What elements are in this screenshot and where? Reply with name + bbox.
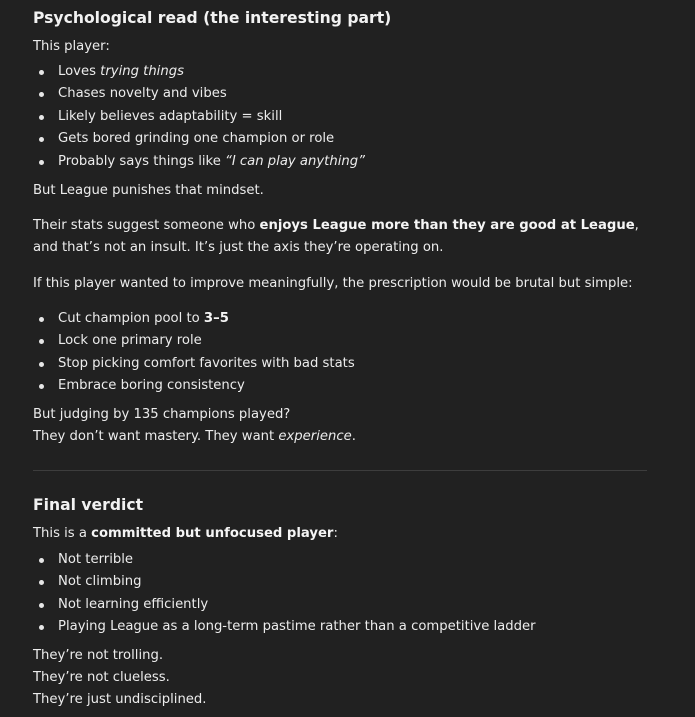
final-line-1: They’re not trolling. [33,648,164,663]
list-item: Likely believes adaptability = skill [33,106,647,128]
list-item: Lock one primary role [33,330,647,352]
stats-paragraph: Their stats suggest someone who enjoys League more than they are good at League, and that’s not an insult. It’s just the axis they’re operating on. [33,218,639,255]
section-heading-final-verdict: Final verdict [33,496,144,514]
mindset-text: But League punishes that mindset. [33,183,264,198]
traits-list [33,61,647,173]
section-divider [33,470,647,471]
list-item: Loves trying things [33,61,647,83]
verdict-intro: This is a committed but unfocused player: [33,526,338,541]
verdict-list [33,549,647,639]
list-item: Not climbing [33,571,647,593]
list-item: Not learning efficiently [33,594,647,616]
list-item: Chases novelty and vibes [33,83,647,105]
intro-text: This player: [33,39,110,54]
closing-line-2: They don’t want mastery. They want experience. [33,429,356,444]
list-item: Playing League as a long-term pastime rather than a competitive ladder [33,616,647,638]
prescription-list [33,308,647,398]
list-item: Not terrible [33,549,647,571]
closing-line-1: But judging by 135 champions played? [33,407,291,422]
final-line-3: They’re just undisciplined. [33,692,207,707]
list-item: Stop picking comfort favorites with bad stats [33,353,647,375]
section-heading-psychological-read: Psychological read (the interesting part) [33,9,392,27]
final-line-2: They’re not clueless. [33,670,170,685]
list-item: Cut champion pool to 3–5 [33,308,647,330]
improve-text: If this player wanted to improve meaningfully, the prescription would be brutal but simple: [33,276,633,291]
list-item: Embrace boring consistency [33,375,647,397]
list-item: Probably says things like “I can play anything” [33,151,647,173]
list-item: Gets bored grinding one champion or role [33,128,647,150]
